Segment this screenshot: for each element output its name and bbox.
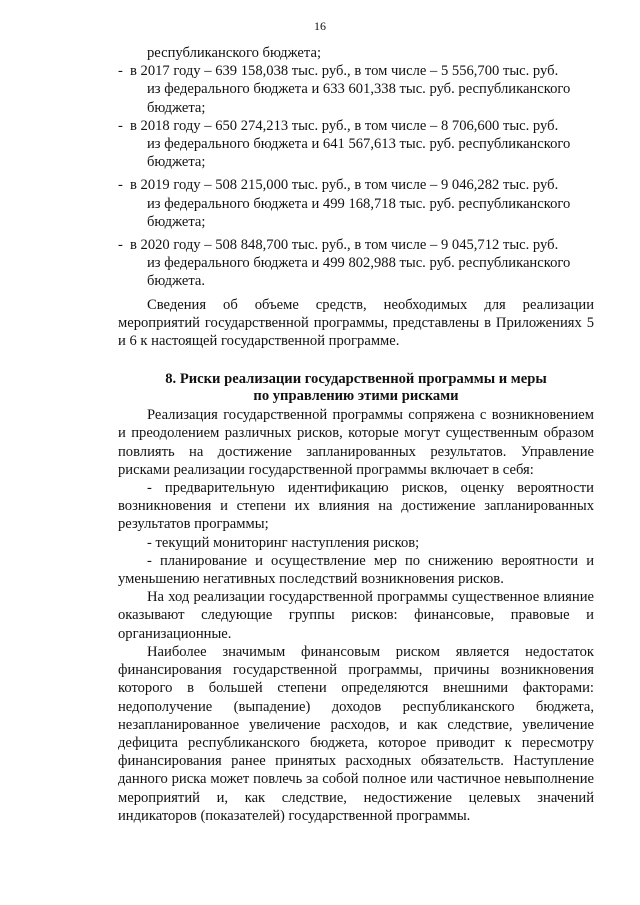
budget-item-first-line: в 2017 году – 639 158,038 тыс. руб., в том числе – 5 556,700 тыс. руб. (130, 63, 559, 80)
budget-item-first-line: в 2020 году – 508 848,700 тыс. руб., в том числе – 9 045,712 тыс. руб. (130, 237, 559, 254)
budget-item-rest: из федерального бюджета и 641 567,613 тыс. руб. республиканского бюджета; (147, 136, 571, 171)
risk-step-text: планирование и осуществление мер по снижению вероятности и уменьшению негативных последствий возникновения рисков. (118, 552, 595, 588)
section-title (118, 371, 594, 404)
risk-step-item (118, 479, 594, 534)
list-dash: - (118, 63, 123, 80)
budget-item-rest: из федерального бюджета и 499 802,988 тыс. руб. республиканского бюджета. (147, 255, 571, 290)
budget-item-first-line: в 2019 году – 508 215,000 тыс. руб., в том числе – 9 046,282 тыс. руб. (130, 177, 559, 194)
list-dash: - (118, 237, 123, 254)
funding-note-paragraph: Сведения об объеме средств, необходимых для реализации мероприятий государственной программы, представлены в Приложениях 5 и 6 к настоящей государственной программе. (118, 296, 594, 350)
risk-step-text: предварительную идентификацию рисков, оценку вероятности возникновения и степени их влияния на достижение запланированных результатов программы; (118, 480, 594, 533)
risk-step-text: текущий мониторинг наступления рисков; (155, 534, 420, 551)
page-number: 16 (314, 19, 326, 33)
financial-risk-paragraph: Наиболее значимым финансовым риском является недостаток финансирования государственной программы, причины возникновения которого в большей степени определяются внешними факторами: недополучение (выпадение) доходов республиканского бюджета, незапланированное увеличение расходов, и как следствие, увеличение дефицита республиканского бюджета, которое приводит к пересмотру финансирования ранее принятых расходных обязательств. Наступление данного риска может повлечь за собой полное или частичное невыполнение мероприятий и, как следствие, недостижение целевых значений индикаторов (показателей) государственной программы. (118, 643, 594, 824)
budget-item-2020 (118, 236, 594, 291)
risk-intro-paragraph: Реализация государственной программы сопряжена с возникновением и преодолением различных рисков, которые могут существенным образом повлиять на достижение запланированных результатов. Управление рисками реализации государственной программы включает в себя: (118, 407, 594, 478)
list-dash: - (147, 480, 165, 497)
list-dash: - (147, 552, 160, 569)
budget-item-2019 (118, 176, 594, 231)
budget-item-rest: из федерального бюджета и 633 601,338 тыс. руб. республиканского бюджета; (147, 81, 571, 116)
list-dash: - (147, 534, 156, 551)
budget-intro-tail: республиканского бюджета; (147, 45, 321, 61)
budget-item-2017 (118, 62, 594, 117)
risk-groups-paragraph: На ход реализации государственной программы существенное влияние оказывают следующие группы рисков: финансовые, правовые и организационные. (118, 589, 594, 642)
risk-step-item (118, 534, 594, 552)
risk-step-item (118, 552, 594, 588)
budget-item-rest: из федерального бюджета и 499 168,718 тыс. руб. республиканского бюджета; (147, 195, 571, 230)
budget-item-2018 (118, 117, 594, 172)
page-content (118, 44, 594, 825)
list-dash: - (118, 177, 123, 194)
list-dash: - (118, 117, 123, 134)
section-title-line: по управлению этими рисками (253, 387, 459, 404)
section-title-line: 8. Риски реализации государственной программы и меры (165, 371, 547, 388)
budget-item-first-line: в 2018 году – 650 274,213 тыс. руб., в том числе – 8 706,600 тыс. руб. (130, 117, 559, 134)
